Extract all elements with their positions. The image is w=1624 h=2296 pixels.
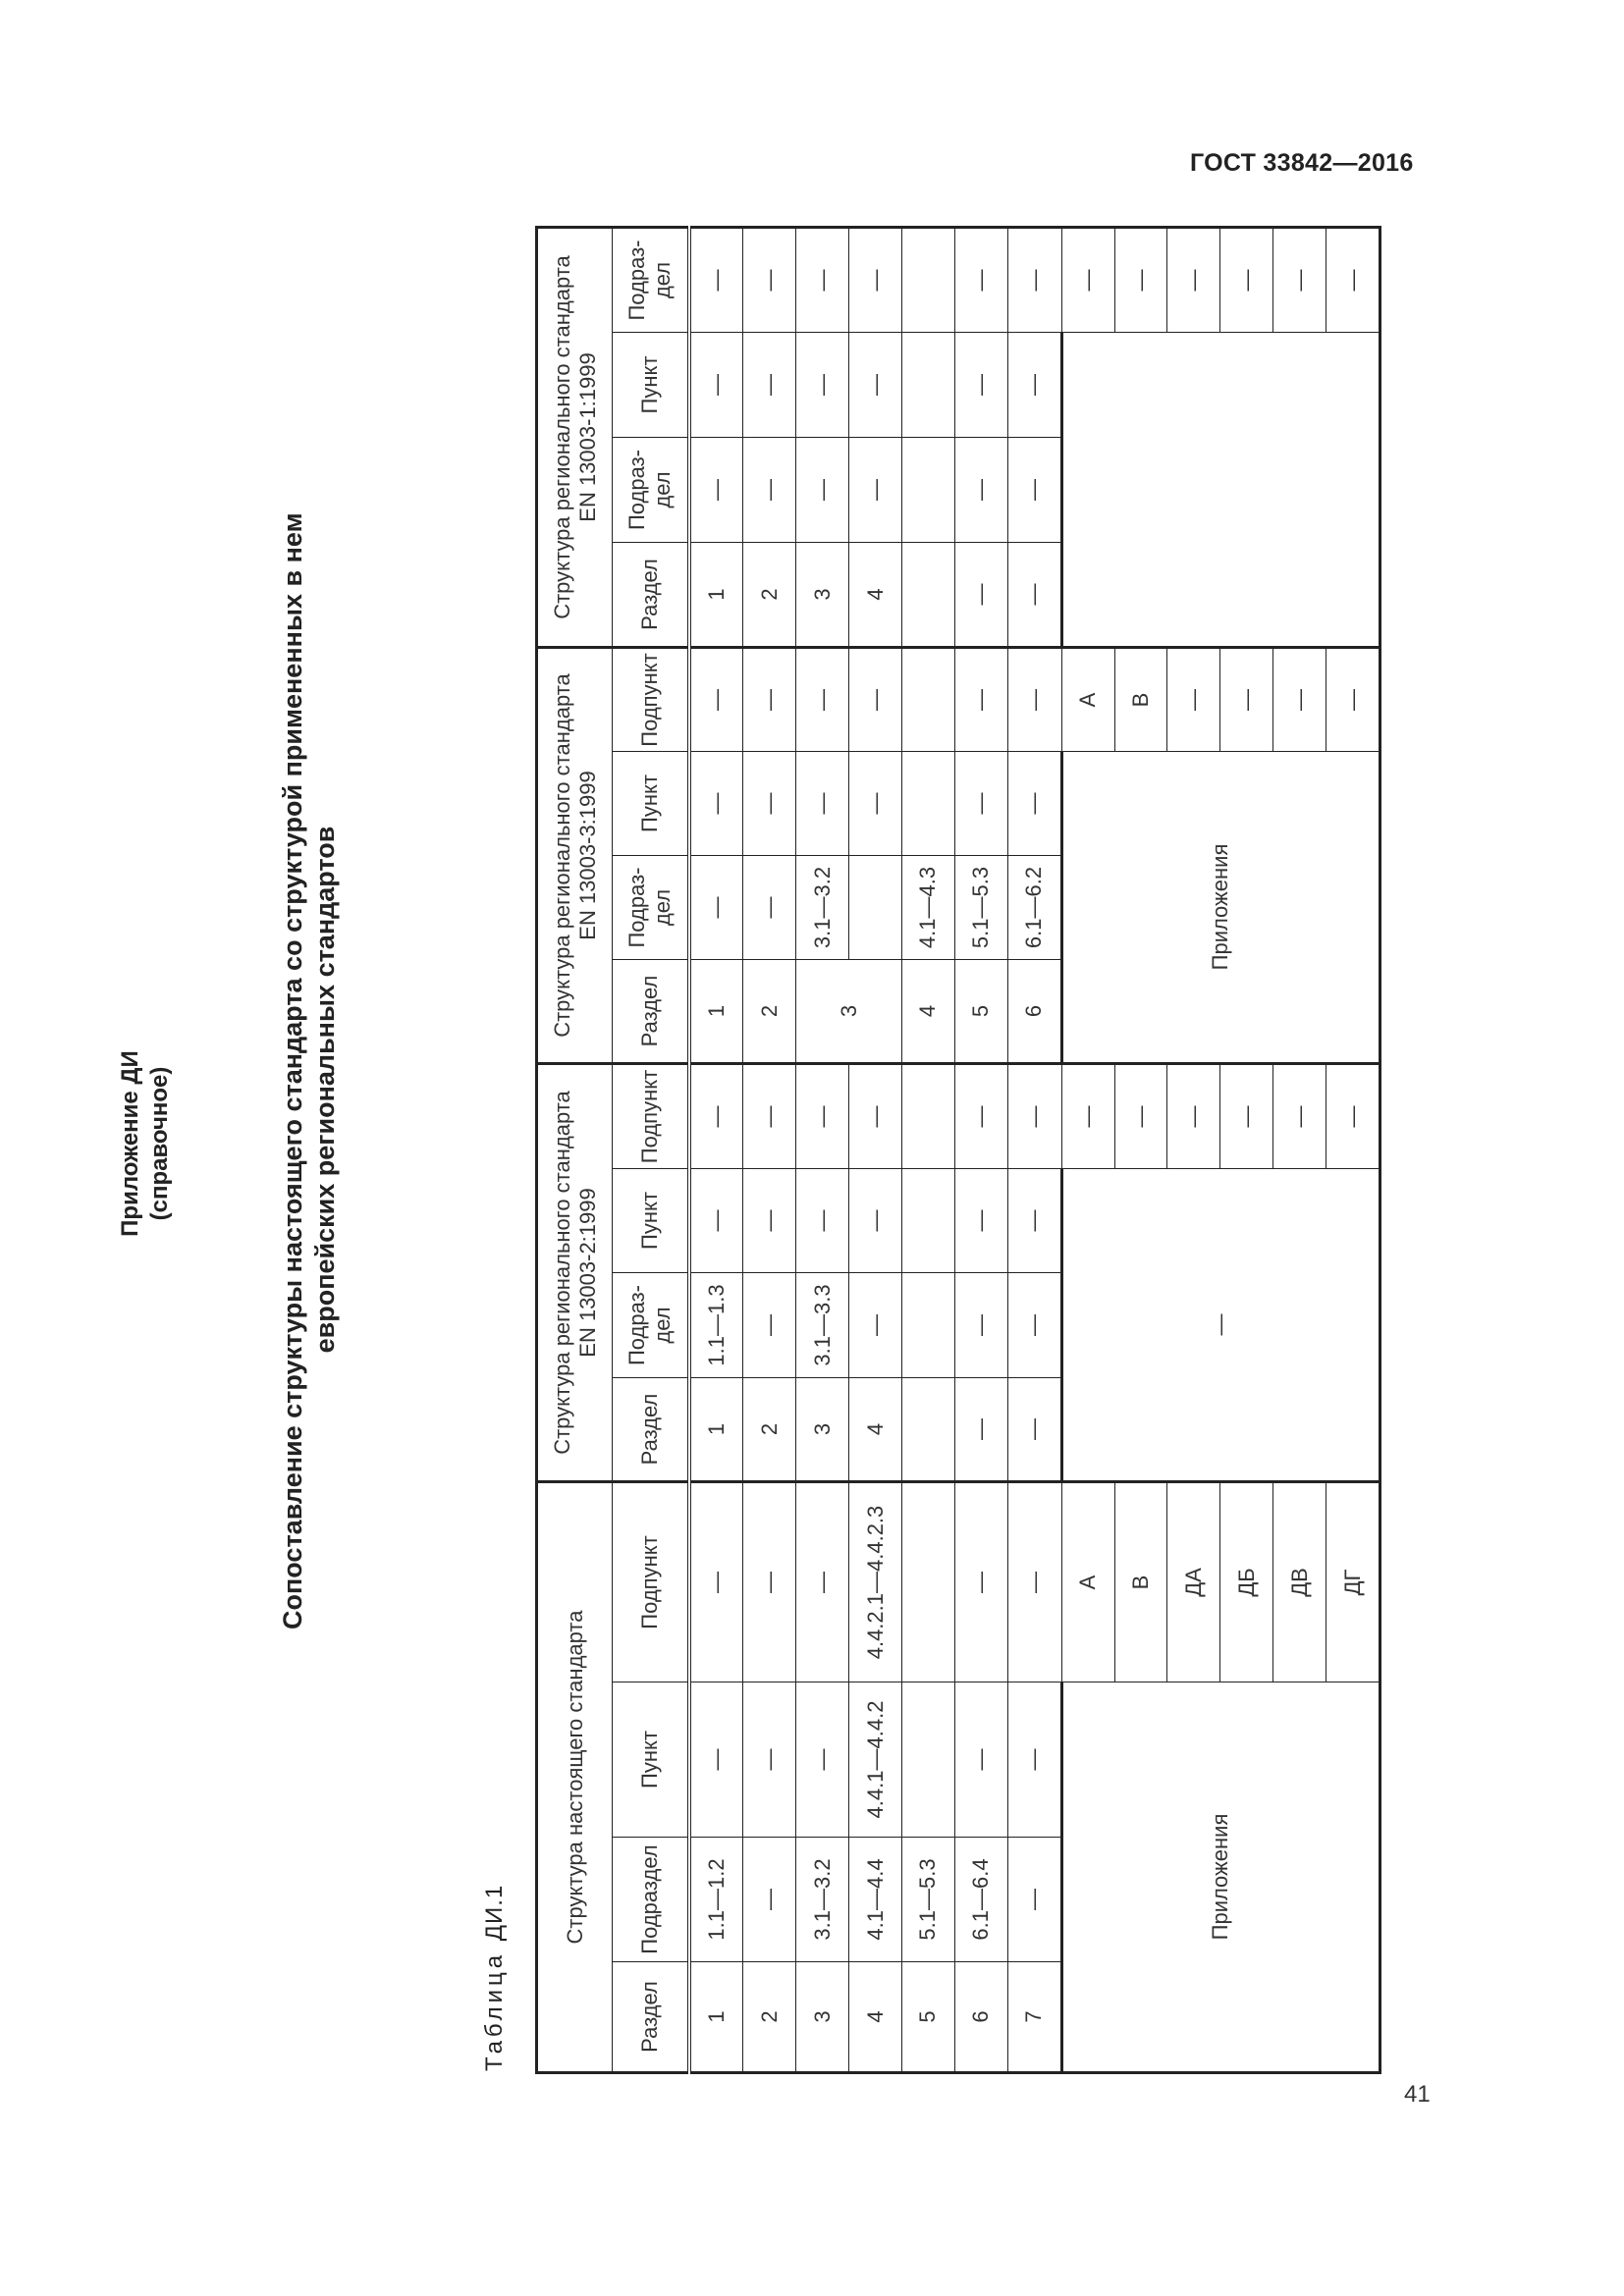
annex-title-block: [116, 1031, 175, 1256]
cell: 1: [689, 960, 743, 1064]
cell: 1: [689, 543, 743, 648]
cell: —: [796, 1682, 849, 1838]
cell: —: [689, 1482, 743, 1682]
cell: [849, 856, 902, 960]
cell: —: [743, 752, 796, 856]
cell: —: [1007, 333, 1061, 438]
cell: —: [796, 648, 849, 752]
cell: —: [1007, 752, 1061, 856]
cell: 6: [954, 1962, 1007, 2073]
subheader-podpunkt: Подпункт: [613, 1482, 689, 1682]
cell: —: [743, 1064, 796, 1169]
cell: 1: [689, 1378, 743, 1482]
cell: —: [954, 228, 1007, 333]
group-header-en13003-1: [537, 228, 613, 648]
cell: —: [743, 1682, 796, 1838]
cell: —: [796, 1064, 849, 1169]
subheader-podpunkt: Подпункт: [613, 648, 689, 752]
cell: 4: [849, 1962, 902, 2073]
cell: [902, 1482, 955, 1682]
cell: —: [849, 1273, 902, 1378]
appendix-cell: —: [1220, 648, 1273, 752]
cell: —: [689, 228, 743, 333]
cell: —: [954, 1273, 1007, 1378]
group-header-line: EN 13003-1:1999: [574, 352, 600, 522]
cell: 4: [849, 543, 902, 648]
table-label: [481, 1885, 509, 2071]
appendix-cell: —: [1326, 648, 1380, 752]
cell: —: [689, 752, 743, 856]
cell: —: [1007, 438, 1061, 543]
table-row: [902, 228, 955, 2073]
appendix-cell: ДА: [1167, 1482, 1220, 1682]
appendix-cell: —: [1273, 1064, 1326, 1169]
appendix-cell: —: [1220, 228, 1273, 333]
subheader-podpunkt: Подраз-дел: [613, 228, 689, 333]
cell: —: [689, 1169, 743, 1273]
appendix-row: [1061, 228, 1114, 2073]
cell: —: [954, 438, 1007, 543]
appendix-empty-en13003-1: [1061, 333, 1380, 648]
appendix-cell: А: [1061, 1482, 1114, 1682]
cell: —: [743, 333, 796, 438]
table-row: [1007, 228, 1061, 2073]
subheader-podrazdel: Подраз-дел: [613, 1273, 689, 1378]
cell: 4: [849, 1378, 902, 1482]
cell: 6: [1007, 960, 1061, 1064]
cell: 3.1—3.2: [796, 1838, 849, 1962]
subheader-podrazdel: Подраздел: [613, 1838, 689, 1962]
subheader-podpunkt: Подпункт: [613, 1064, 689, 1169]
cell: —: [954, 752, 1007, 856]
appendix-cell: А: [1061, 648, 1114, 752]
cell: —: [796, 752, 849, 856]
cell: 4.4.1—4.4.2: [849, 1682, 902, 1838]
cell: 3: [796, 960, 902, 1064]
cell: —: [743, 648, 796, 752]
cell: 5.1—5.3: [954, 856, 1007, 960]
title-line-2: европейских региональных стандартов: [310, 826, 340, 1354]
document-code: ГОСТ 33842—2016: [1190, 149, 1414, 177]
title-line-1: Сопоставление структуры настоящего стандарта со структурой примененных в нем: [278, 512, 307, 1629]
cell: —: [954, 648, 1007, 752]
cell: 7: [1007, 1962, 1061, 2073]
cell: —: [849, 648, 902, 752]
subheader-razdel: Раздел: [613, 960, 689, 1064]
cell: —: [954, 543, 1007, 648]
cell: —: [796, 228, 849, 333]
subheader-punkt: Пункт: [613, 752, 689, 856]
subheader-razdel: Раздел: [613, 1962, 689, 2073]
group-header-line: Структура регионального стандарта: [549, 255, 574, 619]
cell: 5: [954, 960, 1007, 1064]
appendix-cell: —: [1114, 228, 1167, 333]
appendix-label-en13003-3: Приложения: [1061, 752, 1380, 1064]
cell: 1.1—1.2: [689, 1838, 743, 1962]
cell: [902, 648, 955, 752]
cell: —: [954, 1482, 1007, 1682]
annex-subtitle: (справочное): [146, 1066, 173, 1221]
cell: 1: [689, 1962, 743, 2073]
cell: —: [849, 333, 902, 438]
cell: 3: [796, 1378, 849, 1482]
cell: —: [689, 333, 743, 438]
cell: —: [743, 1482, 796, 1682]
cell: 4.1—4.3: [902, 856, 955, 960]
subheader-podrazdel: Подраз-дел: [613, 438, 689, 543]
cell: —: [1007, 1169, 1061, 1273]
group-header-line: Структура регионального стандарта: [549, 1091, 574, 1455]
cell: —: [743, 1838, 796, 1962]
group-header-en13003-2: [537, 1064, 613, 1482]
cell: —: [849, 752, 902, 856]
cell: —: [1007, 543, 1061, 648]
cell: 1.1—1.3: [689, 1273, 743, 1378]
subheader-razdel: Раздел: [613, 1378, 689, 1482]
cell: —: [954, 1682, 1007, 1838]
appendix-cell: —: [1167, 228, 1220, 333]
cell: [902, 543, 955, 648]
appendix-cell: —: [1061, 1064, 1114, 1169]
cell: —: [743, 1169, 796, 1273]
appendix-cell: ДГ: [1326, 1482, 1380, 1682]
subheader-razdel: Раздел: [613, 543, 689, 648]
table-label-id: ДИ.1: [481, 1884, 508, 1942]
cell: [902, 228, 955, 333]
group-header-line: EN 13003-2:1999: [574, 1188, 600, 1358]
cell: —: [689, 648, 743, 752]
cell: —: [1007, 1378, 1061, 1482]
appendix-cell: В: [1114, 648, 1167, 752]
cell: —: [1007, 1273, 1061, 1378]
cell: —: [1007, 1838, 1061, 1962]
appendix-cell: —: [1114, 1064, 1167, 1169]
cell: 2: [743, 960, 796, 1064]
cell: [902, 438, 955, 543]
cell: 6.1—6.4: [954, 1838, 1007, 1962]
appendix-label-this-standard: Приложения: [1061, 1682, 1380, 2073]
cell: 4.4.2.1—4.4.2.3: [849, 1482, 902, 1682]
appendix-cell: ДВ: [1273, 1482, 1326, 1682]
cell: —: [689, 1682, 743, 1838]
table-label-prefix: Таблица: [481, 1950, 508, 2071]
appendix-cell: —: [1220, 1064, 1273, 1169]
cell: 3: [796, 543, 849, 648]
appendix-cell: —: [1167, 1064, 1220, 1169]
cell: —: [796, 333, 849, 438]
table-row: [796, 228, 849, 2073]
cell: —: [743, 1273, 796, 1378]
cell: [902, 1064, 955, 1169]
cell: 3: [796, 1962, 849, 2073]
cell: —: [1007, 1482, 1061, 1682]
annex-title: Приложение ДИ: [117, 1050, 143, 1237]
cell: 2: [743, 1378, 796, 1482]
cell: —: [849, 1064, 902, 1169]
cell: 3.1—3.2: [796, 856, 849, 960]
appendix-cell: —: [1167, 648, 1220, 752]
cell: 4: [902, 960, 955, 1064]
subheader-punkt: Пункт: [613, 1169, 689, 1273]
cell: [902, 1378, 955, 1482]
cell: —: [849, 228, 902, 333]
table-row: [689, 228, 743, 2073]
cell: —: [954, 1378, 1007, 1482]
appendix-cell: В: [1114, 1482, 1167, 1682]
appendix-cell: ДБ: [1220, 1482, 1273, 1682]
cell: —: [954, 1064, 1007, 1169]
cell: —: [849, 1169, 902, 1273]
cell: —: [1007, 228, 1061, 333]
page-number: 41: [1404, 2081, 1431, 2108]
group-header-line: EN 13003-3:1999: [574, 771, 600, 940]
cell: —: [796, 438, 849, 543]
subheader-punkt: Пункт: [613, 1682, 689, 1838]
cell: 3.1—3.3: [796, 1273, 849, 1378]
appendix-block-en13003-2: —: [1061, 1169, 1380, 1482]
cell: 6.1—6.2: [1007, 856, 1061, 960]
cell: —: [689, 1064, 743, 1169]
appendix-cell: —: [1326, 1064, 1380, 1169]
cell: 5: [902, 1962, 955, 2073]
cell: —: [689, 438, 743, 543]
cell: —: [689, 856, 743, 960]
comparison-table-wrapper: [535, 229, 1381, 2074]
cell: 2: [743, 1962, 796, 2073]
cell: [902, 1273, 955, 1378]
cell: [902, 1169, 955, 1273]
cell: —: [1007, 1064, 1061, 1169]
appendix-cell: —: [1273, 648, 1326, 752]
cell: —: [796, 1482, 849, 1682]
cell: —: [954, 1169, 1007, 1273]
cell: [902, 333, 955, 438]
cell: 4.1—4.4: [849, 1838, 902, 1962]
cell: [902, 1682, 955, 1838]
appendix-cell: —: [1061, 228, 1114, 333]
cell: —: [1007, 648, 1061, 752]
cell: —: [849, 438, 902, 543]
cell: —: [796, 1169, 849, 1273]
subheader-punkt: Пункт: [613, 333, 689, 438]
group-header-en13003-3: [537, 648, 613, 1064]
group-header-this-standard: Структура настоящего стандарта: [537, 1482, 613, 2073]
cell: 5.1—5.3: [902, 1838, 955, 1962]
cell: —: [743, 438, 796, 543]
table-caption-title: [277, 512, 342, 1629]
cell: —: [1007, 1682, 1061, 1838]
cell: [902, 752, 955, 856]
cell: 2: [743, 543, 796, 648]
table-row: [849, 228, 902, 2073]
cell: —: [954, 333, 1007, 438]
cell: —: [743, 856, 796, 960]
group-header-line: Структура регионального стандарта: [549, 673, 574, 1038]
table-row: [954, 228, 1007, 2073]
appendix-cell: —: [1326, 228, 1380, 333]
appendix-cell: —: [1273, 228, 1326, 333]
subheader-podrazdel: Подраз-дел: [613, 856, 689, 960]
table-row: [743, 228, 796, 2073]
cell: —: [743, 228, 796, 333]
comparison-table: [535, 226, 1381, 2074]
